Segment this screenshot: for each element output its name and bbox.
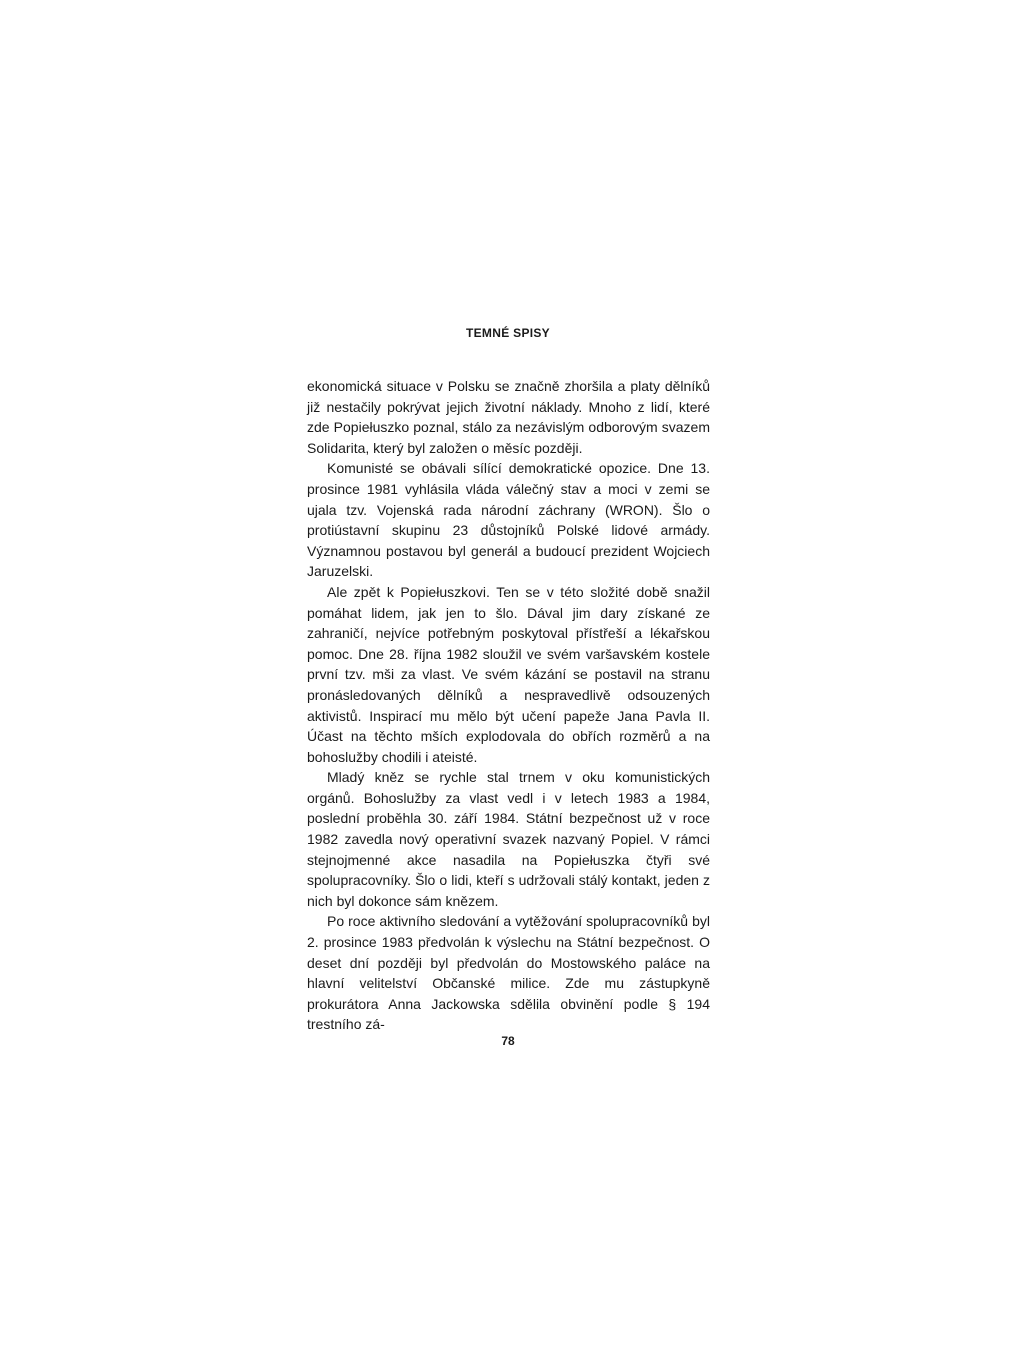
paragraph: Ale zpět k Popiełuszkovi. Ten se v této složité době snažil pomáhat lidem, jak jen to šlo. Dával jim dary získané ze zahraničí, nejvíce potřebným poskytoval přístřeší a lékařskou pomoc. Dne 28. října 1982 sloužil ve svém varšavském kostele první tzv. mši za vlast. Ve svém kázání se postavil na stranu pronásledovaných dělníků a nespravedlivě odsouzených aktivistů. Inspirací mu mělo být učení papeže Jana Pavla II. Účast na těchto mších explodovala do obřích rozměrů a na bohoslužby chodili i ateisté.	[307, 583, 710, 765]
body-text	[307, 376, 710, 1035]
paragraph: Mladý kněz se rychle stal trnem v oku komunistických orgánů. Bohoslužby za vlast vedl i v letech 1983 a 1984, poslední proběhla 30. září 1984. Státní bezpečnost už v roce 1982 zavedla nový operativní svazek nazvaný Popiel. V rámci stejnojmenné akce nasadila na Popiełuszka čtyři své spolupracovníky. Šlo o lidi, kteří s udržovali stálý kontakt, jeden z nich byl dokonce sám knězem.	[307, 769, 710, 909]
paragraph: Po roce aktivního sledování a vytěžování spolupracovníků byl 2. prosince 1983 předvolán k výslechu na Státní bezpečnost. O deset dní později byl předvolán do Mostowského paláce na hlavní velitelství Občanské milice. Zde mu zástupkyně prokurátora Anna Jackowska sdělila obvinění podle § 194 trestního zá-	[307, 913, 710, 1033]
paragraph: ekonomická situace v Polsku se značně zhoršila a platy dělníků již nestačily pokrývat jejich životní náklady. Mnoho z lidí, které zde Popiełuszko poznal, stálo za nezávislým odborovým svazem Solidarita, který byl založen o měsíc později.	[307, 378, 710, 456]
running-header: TEMNÉ SPISY	[466, 326, 550, 340]
page-number: 78	[501, 1034, 515, 1048]
paragraph: Komunisté se obávali sílící demokratické opozice. Dne 13. prosince 1981 vyhlásila vláda válečný stav a moci v zemi se ujala tzv. Vojenská rada národní záchrany (WRON). Šlo o protiústavní skupinu 23 důstojníků Polské lidové armády. Významnou postavou byl generál a budoucí prezident Wojciech Jaruzelski.	[307, 460, 710, 580]
